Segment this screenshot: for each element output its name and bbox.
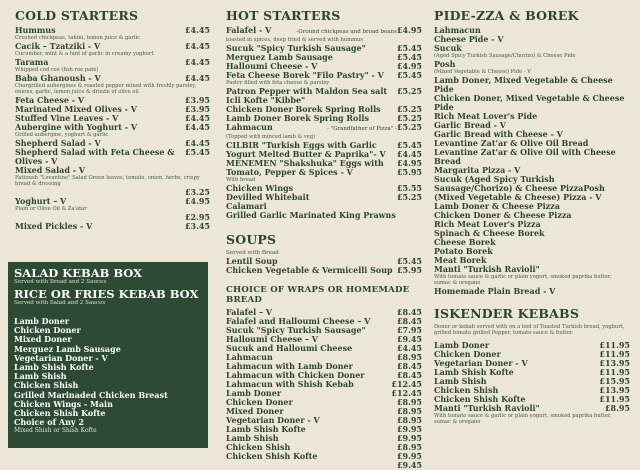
menu-item-price: £5.45: [396, 256, 422, 266]
menu-item-name: Lahmacun: [226, 352, 273, 362]
menu-item-price: £8.95: [396, 352, 422, 362]
menu-item-price: £5.45: [184, 147, 210, 157]
menu-item: [15, 26, 210, 35]
pide-item-desc: (Aged Spicy Turkish Sausage/Chorizo) & Cheese Pide: [434, 53, 576, 59]
menu-item-price: £4.95: [184, 196, 210, 206]
rice-kebab-box-sub: Served with Salad and 2 Sauces: [14, 300, 106, 306]
menu-item-price: £3.25: [184, 187, 210, 197]
pide-item: Spinach & Cheese Borek: [434, 228, 545, 238]
menu-item-price: £5.25: [396, 113, 422, 123]
menu-item-price: £5.25: [396, 122, 422, 132]
iskender-note: With tomato sauce & garlic or plain yogurt, smoked paprika butter, sumac & oregano: [434, 413, 612, 425]
soups-title: SOUPS: [226, 232, 277, 247]
pide-list: [434, 26, 630, 296]
menu-item-name: Falafel and Halloumi Cheese – V: [226, 316, 371, 326]
menu-item-price: £8.45: [396, 361, 422, 371]
kebab-box-item: Merguez Lamb Sausage: [14, 343, 121, 354]
pide-item: Sucuk (Aged Spicy Turkish Sausage/Chorizo) & Cheese PizzaPosh (Mixed Vegetable & Cheese) Pizza - V: [434, 174, 605, 202]
pide-item-desc: (Mixed Vegetable & Cheese) Pide - V: [434, 69, 532, 75]
kebab-box-item: Chicken Shish: [14, 380, 79, 391]
pide-section: [434, 8, 630, 426]
menu-item-desc: Pastry filled with feta cheese & parsley: [226, 80, 330, 86]
menu-item-name: Lamb Doner: [434, 340, 490, 350]
menu-item-name: Lahmacun with Shish Kebab: [226, 379, 354, 389]
menu-item-price: £11.95: [599, 394, 630, 404]
menu-item-name: Lamb Shish Kofte: [226, 424, 306, 434]
menu-item-name: Icli Kofte "Kibbe": [226, 95, 306, 105]
menu-item-name: Hummus: [15, 25, 56, 35]
menu-item-name: Chicken Shish: [434, 385, 499, 395]
menu-item: [15, 123, 210, 132]
pide-item: Lahmacun: [434, 25, 481, 35]
pide-item: Meat Borek: [434, 255, 487, 265]
menu-item-name: Mixed Pickles - V: [15, 221, 93, 231]
pide-item: Lamb Doner & Cheese Pizza: [434, 201, 560, 211]
kebab-box-item: Vegetarian Doner - V: [14, 352, 108, 363]
menu-item-price: £5.45: [396, 70, 422, 80]
menu-item-name: Vegetarian Doner - V: [434, 358, 528, 368]
menu-item-price: £9.95: [396, 424, 422, 434]
menu-item-price: £8.95: [604, 403, 630, 413]
menu-item-name: Sucuk "Spicy Turkish Sausage": [226, 43, 366, 53]
menu-item-price: £8.45: [396, 370, 422, 380]
menu-item: [226, 461, 422, 470]
menu-item-price: £4.95: [396, 158, 422, 168]
menu-item-price: £12.45: [391, 388, 422, 398]
pide-item: Cheese Pide - V: [434, 34, 504, 44]
pide-item: Margarita Pizza - V: [434, 165, 521, 175]
menu-item-name: Chicken Doner Borek Spring Rolls: [226, 104, 381, 114]
menu-item: [226, 452, 422, 461]
menu-item-price: £5.25: [396, 104, 422, 114]
kebab-box-list: [14, 317, 202, 427]
rice-kebab-box-title: RICE OR FRIES KEBAB BOX: [14, 287, 199, 301]
menu-item: [226, 71, 422, 80]
menu-item-price: £9.45: [396, 334, 422, 344]
menu-item: [226, 168, 422, 177]
menu-item-price: £8.95: [396, 406, 422, 416]
pide-item: Levantine Zat'ar & Olive Oil with Cheese Bread: [434, 147, 616, 166]
kebab-box-item: Mixed Doner: [14, 334, 72, 345]
kebab-box-panel: [8, 262, 208, 448]
salad-kebab-box-title: SALAD KEBAB BOX: [14, 266, 143, 280]
menu-item-name: Feta Cheese Borek "Filo Pastry" - V: [226, 70, 384, 80]
menu-item-name: Grilled Garlic Marinated King Prawns: [226, 210, 396, 220]
menu-item-name: Devilled Whitebait: [226, 192, 310, 202]
menu-item-name: Lamb Shish: [434, 376, 487, 386]
menu-item-price: £11.95: [599, 340, 630, 350]
menu-item-price: £9.95: [396, 451, 422, 461]
menu-item-name: Tomato, Pepper & Spices - V: [226, 167, 353, 177]
kebab-box-item: Chicken Shish Kofte: [14, 408, 106, 419]
menu-item: [15, 222, 210, 231]
menu-item-price: £4.45: [184, 57, 210, 67]
kebab-box-item: Lamb Shish Kofte: [14, 362, 94, 373]
menu-item-price: £11.95: [599, 367, 630, 377]
menu-item-desc: Cucumber, mint & a hint of garlic in creamy yoghurt: [15, 51, 154, 57]
menu-item-desc: Chargrilled aubergines & roasted pepper mixed with freshly parsley, onions, garlic, lemon juice & drizzle of olive oil: [15, 83, 197, 95]
kebab-box-note: Mixed Shish or Shish Kofte: [14, 427, 97, 435]
pide-item: Levantine Zat'ar & Olive Oil Bread: [434, 138, 589, 148]
menu-item-name: Tarama: [15, 57, 49, 67]
hot-starters-title: HOT STARTERS: [226, 8, 341, 23]
menu-item-name: Falafel – V: [226, 307, 272, 317]
menu-item-name: Cacik – Tzatziki - V: [15, 41, 101, 51]
menu-item-price: £5.25: [396, 192, 422, 202]
menu-item-name: Chicken Shish: [226, 442, 291, 452]
menu-item-name: Manti "Turkish Ravioli": [434, 403, 540, 413]
menu-item-desc: Plain or Olive Oil & Za'atar: [15, 206, 87, 212]
menu-item-price: £3.45: [184, 221, 210, 231]
cold-starters-list: [15, 26, 210, 231]
menu-item-name: Lamb Doner: [226, 388, 282, 398]
menu-item: [434, 404, 630, 413]
menu-item-price: £2.95: [184, 212, 210, 222]
menu-item-desc: (Topped with minced lamb & veg): [226, 134, 316, 140]
kebab-box-item: Chicken Wings - Main: [14, 398, 113, 409]
menu-item-price: £13.95: [599, 385, 630, 395]
menu-item-price: £15.95: [599, 376, 630, 386]
menu-item-price: £5.45: [396, 52, 422, 62]
menu-item-price: £12.45: [391, 379, 422, 389]
menu-item-price: £11.95: [599, 349, 630, 359]
menu-item-price: £9.95: [396, 433, 422, 443]
menu-item-name: Sucuk "Spicy Turkish Sausage": [226, 325, 366, 335]
cold-starters-title: COLD STARTERS: [15, 8, 139, 23]
menu-item-name: Halloumi Cheese – V: [226, 334, 318, 344]
menu-item-name: Feta Cheese - V: [15, 95, 85, 105]
kebab-box-item: Grilled Marinaded Chicken Breast: [14, 389, 168, 400]
menu-item-name: Chicken Shish Kofte: [226, 451, 318, 461]
menu-item-price: £8.45: [396, 307, 422, 317]
menu-item-name: Aubergine with Yoghurt - V: [15, 122, 138, 132]
menu-item-price: £8.45: [396, 316, 422, 326]
menu-item-price: £5.45: [396, 43, 422, 53]
menu-item-name: Shepherd Salad - V: [15, 138, 101, 148]
menu-item-name: Vegetarian Doner - V: [226, 415, 320, 425]
menu-item-price: £5.25: [396, 86, 422, 96]
menu-item-name: Calamari: [226, 201, 267, 211]
wraps-title: CHOICE OF WRAPS OR HOMEMADE BREAD: [226, 285, 410, 305]
pide-item: Cheese Borek: [434, 237, 496, 247]
menu-item-name: Patron Pepper with Maldon Sea salt: [226, 86, 388, 96]
iskender-sub: Doner or kebab served with on a bed of Toasted Turkish bread, yoghurt, grilled tomato grilled Pepper, tomato sauce & butter.: [434, 324, 625, 336]
menu-item-price: £4.45: [184, 122, 210, 132]
menu-item-desc: Whipped cod roe (fish roe pate): [15, 67, 99, 73]
menu-item-name: Falafel - V: [226, 25, 272, 35]
pide-item: Posh: [434, 59, 456, 69]
menu-item-price: £5.45: [396, 140, 422, 150]
menu-item: [15, 166, 210, 175]
menu-item: [15, 197, 210, 206]
menu-item-name: MENEMEN "Shakshuka" Eggs with: [226, 158, 384, 168]
pide-item: Lamb Doner, Mixed Vegetable & Cheese Pide: [434, 75, 613, 94]
menu-item-desc: Crushed chickpeas, tahini, lemon juice & garlic: [15, 35, 141, 41]
menu-item-name: Lahmacun with Lamb Doner: [226, 361, 353, 371]
menu-item-name: Lamb Doner Borek Spring Rolls: [226, 113, 369, 123]
menu-item-price: £4.45: [184, 113, 210, 123]
menu-item-name: Chicken Wings: [226, 183, 294, 193]
pide-item: Garlic Bread - V: [434, 120, 506, 130]
soups-sub: Served with Bread: [226, 250, 279, 256]
kebab-box-item: Choice of Any 2: [14, 417, 84, 428]
pide-item: Potato Borek: [434, 246, 493, 256]
pide-item-desc: With tomato sauce & garlic or plain yogurt, smoked paprika butter, sumac & oregano: [434, 274, 612, 286]
soups-list: [226, 257, 422, 275]
menu-item: [15, 42, 210, 51]
menu-item-price: £5.95: [396, 265, 422, 275]
kebab-box-item: Chicken Doner: [14, 325, 81, 336]
menu-item-desc: toasted in spices, deep fried & served with hummus: [226, 37, 363, 43]
menu-item-price: £5.55: [396, 183, 422, 193]
pide-item: Homemade Plain Bread - V: [434, 286, 556, 296]
menu-item-price: £4.45: [396, 343, 422, 353]
menu-item-name: Lahmacun with Chicken Doner: [226, 370, 365, 380]
menu-item-name: Shepherd Salad with Feta Cheese & Olives - V: [15, 147, 175, 166]
menu-item-price: £5.95: [396, 167, 422, 177]
menu-item-name: Mixed Salad - V: [15, 165, 86, 175]
menu-item-desc: Grilled aubergine, yoghurt & garlic: [15, 132, 109, 138]
kebab-box-item: Lamb Shish: [14, 371, 67, 382]
salad-kebab-box-sub: Served with Bread and 2 Sauces: [14, 279, 107, 285]
menu-item-price: £4.95: [396, 61, 422, 71]
menu-item-name: Sucuk and Halloumi Cheese: [226, 343, 353, 353]
menu-item-name: Lamb Shish Kofte: [434, 367, 514, 377]
hot-starters-section: [226, 8, 422, 470]
menu-item-name: Mixed Doner: [226, 406, 284, 416]
menu-item-price: £9.45: [396, 460, 422, 470]
iskender-list: [434, 341, 630, 413]
menu-item-price: £4.45: [396, 149, 422, 159]
pide-item: Rich Meat Lover's Pizza: [434, 219, 541, 229]
pide-item: Sucuk: [434, 43, 462, 53]
menu-item: [15, 58, 210, 67]
menu-item-name: Halloumi Cheese - V: [226, 61, 318, 71]
menu-item-price: £4.45: [184, 138, 210, 148]
menu-item-name: Yogurt Melted Butter & Paprika"- V: [226, 149, 386, 159]
menu-item-name: Lamb Shish: [226, 433, 279, 443]
menu-item-name: Yoghurt – V: [15, 196, 67, 206]
pide-item: Chicken Doner, Mixed Vegetable & Cheese Pide: [434, 93, 625, 112]
pide-item: Garlic Bread with Cheese - V: [434, 129, 563, 139]
menu-item-desc: With bread: [226, 177, 256, 183]
menu-item-price: £3.95: [184, 95, 210, 105]
hot-starters-list: [226, 26, 422, 220]
menu-item-name: Stuffed Vine Leaves - V: [15, 113, 119, 123]
menu-item: [226, 211, 422, 220]
menu-item-price: £4.45: [184, 41, 210, 51]
pide-item: Rich Meat Lover's Pide: [434, 111, 538, 121]
menu-item-inline-desc: - "Grandfather of Pizza" -: [326, 126, 397, 132]
wraps-list: [226, 308, 422, 470]
menu-item: [15, 74, 210, 83]
menu-item: [226, 123, 422, 134]
menu-item-name: Lentil Soup: [226, 256, 278, 266]
menu-item-price: £4.95: [396, 25, 422, 35]
menu-item-name: Merguez Lamb Sausage: [226, 52, 333, 62]
menu-item-price: £8.95: [396, 442, 422, 452]
menu-item-name: CILBIR "Turkish Eggs with Garlic: [226, 140, 377, 150]
menu-item-name: Chicken Doner: [226, 397, 293, 407]
menu-item-price: £4.45: [184, 73, 210, 83]
menu-item-name: Chicken Doner: [434, 349, 501, 359]
menu-item-name: Chicken Shish Kofte: [434, 394, 526, 404]
menu-item-price: £4.45: [184, 25, 210, 35]
menu-item-price: £8.95: [396, 415, 422, 425]
menu-item-name: Chicken Vegetable & Vermicelli Soup: [226, 265, 393, 275]
kebab-box-item: Lamb Doner: [14, 316, 70, 326]
pide-item: Chicken Doner & Cheese Pizza: [434, 210, 572, 220]
menu-item: [15, 148, 210, 166]
menu-item-price: £3.95: [184, 104, 210, 114]
pide-title: PIDE-ZZA & BOREK: [434, 8, 579, 23]
menu-item-name: Baba Ghanoush - V: [15, 73, 101, 83]
menu-item-price: £13.95: [599, 358, 630, 368]
menu-item-name: Marinated Mixed Olives - V: [15, 104, 137, 114]
menu-item: [226, 26, 422, 37]
menu-item-price: £8.95: [396, 397, 422, 407]
menu-item-desc: Fattoush "Levantine" Salad Green leaves, tomato, onion, herbs, crispy bread & dressing: [15, 175, 200, 187]
menu-item-inline-desc: -Ground chickpeas and broad beans: [296, 29, 397, 35]
cold-starters-section: [15, 8, 210, 231]
menu-item-price: £7.95: [396, 325, 422, 335]
pide-item: Manti "Turkish Ravioli": [434, 264, 540, 274]
menu-item: [226, 266, 422, 275]
menu-item-name: Lahmacun: [226, 122, 273, 132]
iskender-title: ISKENDER KEBABS: [434, 306, 580, 321]
